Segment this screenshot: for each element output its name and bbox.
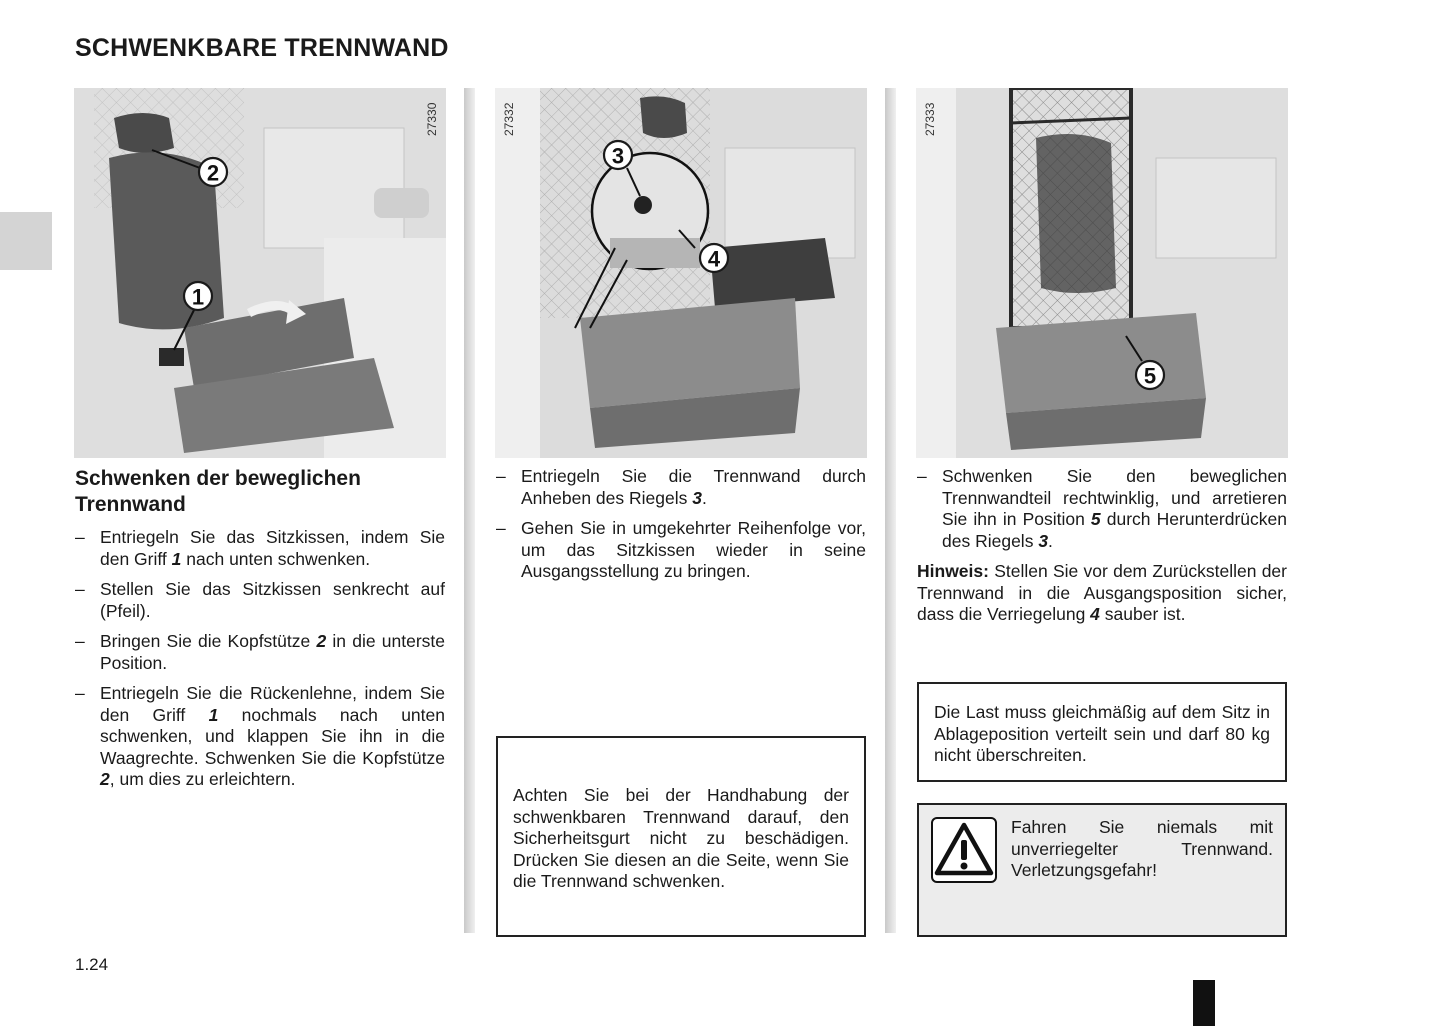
page-number: 1.24 bbox=[75, 955, 109, 974]
warning-text: Fahren Sie niemals mit unverriegelter Trennwand. Verletzungsgefahr! bbox=[1011, 817, 1273, 880]
figure-seat-photo bbox=[74, 88, 446, 458]
callout-5 bbox=[1136, 361, 1164, 389]
column-separator bbox=[464, 88, 475, 933]
column-separator bbox=[885, 88, 896, 933]
list-item: – Bringen Sie die Kopfstütze 2 in die unterste Position. bbox=[75, 631, 445, 673]
list-item: – Gehen Sie in umgekehrter Reihenfolge vor, um das Sitzkissen wieder in seine Ausgangsstellung zu bringen. bbox=[496, 518, 866, 581]
svg-text:3: 3 bbox=[611, 143, 625, 169]
callout-3 bbox=[604, 141, 632, 169]
warning-box bbox=[917, 803, 1287, 937]
list-item: – Entriegeln Sie die Rückenlehne, indem Sie den Griff 1 nochmals nach unten schwenken, und klappen Sie ihn in die Waagrechte. Schwenken Sie die Kopfstütze 2, um dies zu erleichtern. bbox=[75, 683, 445, 789]
figure-ref-code: 27332 bbox=[502, 102, 516, 136]
svg-text:5: 5 bbox=[1143, 363, 1157, 389]
svg-text:1: 1 bbox=[191, 284, 205, 310]
page-title: SCHWENKBARE TRENNWAND bbox=[75, 34, 449, 62]
column1-instructions bbox=[75, 527, 445, 800]
column3-instructions bbox=[917, 466, 1287, 626]
svg-text:2: 2 bbox=[206, 160, 220, 186]
list-item: – Stellen Sie das Sitzkissen senkrecht auf (Pfeil). bbox=[75, 579, 445, 621]
page-edge-marker bbox=[1193, 980, 1215, 1026]
list-item: – Schwenken Sie den beweglichen Trennwandteil rechtwinklig, und arretieren Sie ihn in Position 5 durch Herunterdrücken des Riegels 3. bbox=[917, 466, 1287, 551]
list-item: – Entriegeln Sie das Sitzkissen, indem Sie den Griff 1 nach unten schwenken. bbox=[75, 527, 445, 569]
figure-partition-photo bbox=[916, 88, 1288, 458]
section-heading: Schwenken der beweglichen Trennwand bbox=[75, 467, 361, 516]
load-info-box: Die Last muss gleichmäßig auf dem Sitz in Ablageposition verteilt sein und darf 80 kg nicht überschreiten. bbox=[917, 682, 1287, 782]
warning-triangle-icon bbox=[931, 817, 997, 883]
callout-1 bbox=[184, 282, 212, 310]
callout-2 bbox=[199, 158, 227, 186]
caution-box: Achten Sie bei der Handhabung der schwenkbaren Trennwand darauf, den Sicherheitsgurt nicht zu beschädigen. Drücken Sie diesen an die Seite, wenn Sie die Trennwand schwenken. bbox=[496, 736, 866, 937]
column2-instructions bbox=[496, 466, 866, 592]
list-item: – Entriegeln Sie die Trennwand durch Anheben des Riegels 3. bbox=[496, 466, 866, 508]
figure-ref-code: 27330 bbox=[425, 102, 439, 136]
section-tab bbox=[0, 212, 52, 270]
hint-note: Hinweis: Stellen Sie vor dem Zurückstellen der Trennwand in die Ausgangsposition sicher, dass die Verriegelung 4 sauber ist. bbox=[917, 561, 1287, 624]
figure-seat-latch-photo bbox=[495, 88, 867, 458]
figure-ref-code: 27333 bbox=[923, 102, 937, 136]
callout-4 bbox=[700, 244, 728, 272]
svg-text:4: 4 bbox=[707, 246, 721, 272]
